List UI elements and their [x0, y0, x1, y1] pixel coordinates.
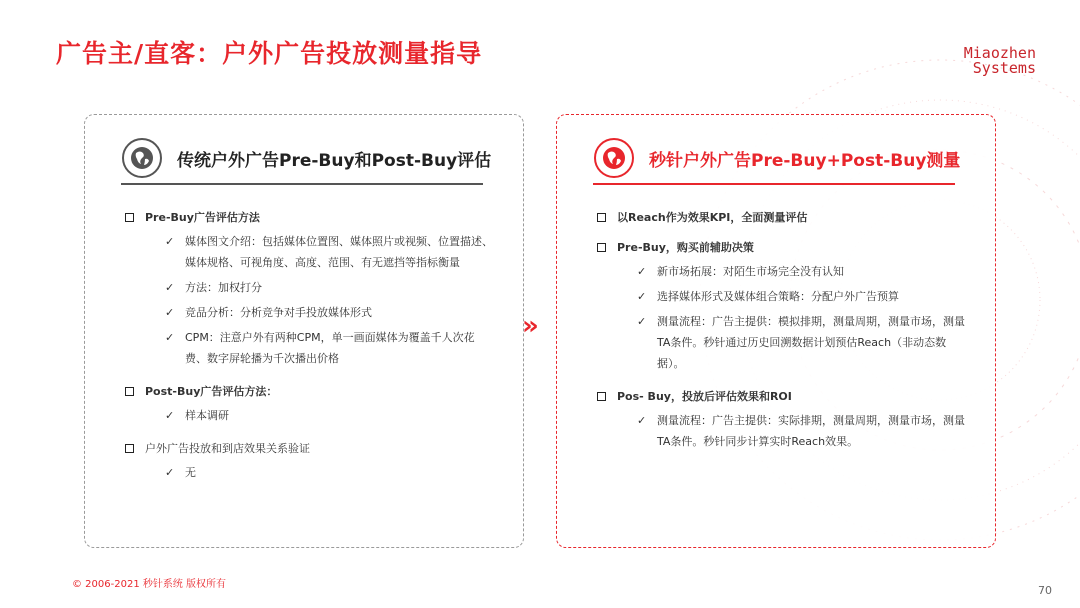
section-post-buy	[597, 388, 965, 406]
square-bullet-icon	[597, 213, 606, 222]
list-item	[125, 231, 493, 273]
section-label: Pre-Buy广告评估方法	[145, 211, 260, 224]
check-icon: ✓	[165, 306, 175, 319]
panel-body	[597, 209, 965, 452]
section-label: Pos- Buy，投放后评估效果和ROI	[617, 390, 792, 403]
item-text: 媒体图文介绍：包括媒体位置图、媒体照片或视频、位置描述、媒体规格、可视角度、高度、范围、有无遮挡等指标衡量	[185, 235, 493, 269]
check-icon: ✓	[637, 290, 647, 303]
square-bullet-icon	[597, 243, 606, 252]
panel-body	[125, 209, 493, 483]
square-bullet-icon	[597, 392, 606, 401]
item-text: 测量流程：广告主提供：实际排期，测量周期，测量市场，测量TA条件。秒针同步计算实时Reach效果。	[657, 414, 965, 448]
list-item	[125, 302, 493, 323]
check-icon: ✓	[165, 331, 175, 344]
panel-header	[593, 133, 961, 185]
copyright-footer: © 2006-2021 秒针系统 版权所有	[72, 579, 227, 590]
section-reach-kpi	[597, 209, 965, 227]
square-bullet-icon	[125, 444, 134, 453]
section-label: 以Reach作为效果KPI，全面测量评估	[617, 211, 808, 224]
list-item	[125, 405, 493, 426]
list-item	[125, 462, 493, 483]
check-icon: ✓	[165, 466, 175, 479]
list-item	[125, 327, 493, 369]
slide-title: 广告主/直客：户外广告投放测量指导	[56, 39, 483, 68]
section-pre-buy	[125, 209, 493, 227]
section-post-buy	[125, 383, 493, 401]
item-text: CPM：注意户外有两种CPM，单一画面媒体为覆盖千人次花费、数字屏轮播为千次播出价格	[185, 331, 475, 365]
check-icon: ✓	[637, 414, 647, 427]
double-chevron-right-icon: »	[522, 311, 533, 341]
miaozhen-logo	[964, 46, 1036, 76]
item-text: 样本调研	[185, 409, 229, 422]
check-icon: ✓	[165, 235, 175, 248]
list-item	[597, 410, 965, 452]
item-text: 无	[185, 466, 196, 479]
check-icon: ✓	[165, 409, 175, 422]
list-item	[597, 311, 965, 374]
item-text: 选择媒体形式及媒体组合策略：分配户外广告预算	[657, 290, 899, 303]
logo-line-2: Systems	[972, 59, 1036, 77]
section-store-effect	[125, 440, 493, 458]
section-label: Post-Buy广告评估方法：	[145, 385, 278, 398]
section-label: Pre-Buy，购买前辅助决策	[617, 241, 754, 254]
globe-icon	[593, 137, 635, 179]
item-text: 方法：加权打分	[185, 281, 262, 294]
list-item	[125, 277, 493, 298]
globe-icon	[121, 137, 163, 179]
section-label: 户外广告投放和到店效果关系验证	[145, 442, 310, 455]
list-item	[597, 261, 965, 282]
item-text: 测量流程：广告主提供：模拟排期，测量周期，测量市场，测量TA条件。秒针通过历史回溯数据计划预估Reach（非动态数据）。	[657, 315, 965, 370]
square-bullet-icon	[125, 387, 134, 396]
square-bullet-icon	[125, 213, 134, 222]
check-icon: ✓	[637, 315, 647, 328]
section-pre-buy	[597, 239, 965, 257]
logo-line-1: Miaozhen	[963, 44, 1036, 62]
check-icon: ✓	[165, 281, 175, 294]
item-text: 新市场拓展：对陌生市场完全没有认知	[657, 265, 844, 278]
miaozhen-measurement-panel	[556, 114, 996, 548]
list-item	[597, 286, 965, 307]
traditional-evaluation-panel	[84, 114, 524, 548]
check-icon: ✓	[637, 265, 647, 278]
page-number: 70	[1038, 584, 1052, 597]
panel-title: 传统户外广告Pre-Buy和Post-Buy评估	[177, 150, 492, 171]
panel-title: 秒针户外广告Pre-Buy+Post-Buy测量	[649, 150, 961, 171]
panel-header	[121, 133, 492, 185]
item-text: 竞品分析：分析竞争对手投放媒体形式	[185, 306, 372, 319]
